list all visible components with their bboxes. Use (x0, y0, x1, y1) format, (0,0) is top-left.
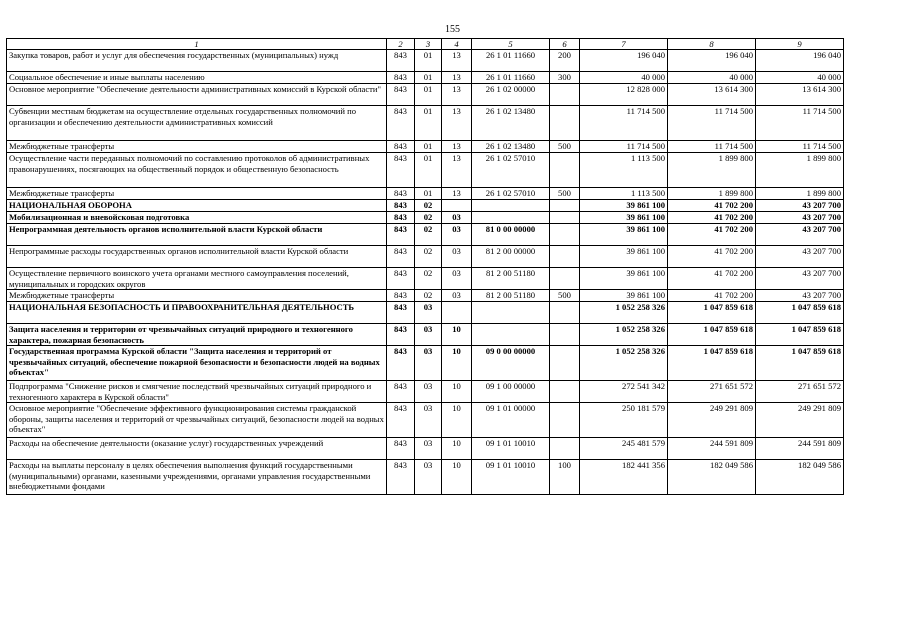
expense-type-cell (550, 200, 580, 212)
section-code-cell: 01 (415, 188, 442, 200)
column-header: 7 (580, 39, 668, 50)
target-article-cell (472, 212, 550, 224)
target-article-cell: 26 1 02 57010 (472, 188, 550, 200)
column-header: 4 (442, 39, 472, 50)
amount-year-3-cell: 43 207 700 (756, 268, 844, 290)
expense-name-cell: Непрограммная деятельность органов исполнительной власти Курской области (7, 224, 387, 246)
expense-type-cell: 500 (550, 188, 580, 200)
target-article-cell: 09 1 00 00000 (472, 381, 550, 403)
amount-year-3-cell: 182 049 586 (756, 460, 844, 495)
amount-year-1-cell: 1 113 500 (580, 153, 668, 188)
subsection-code-cell: 13 (442, 188, 472, 200)
expense-name-cell: Осуществление части переданных полномочий по составлению протоколов об административных правонарушениях, посягающих на общественный порядок и общественную безопасность (7, 153, 387, 188)
amount-year-3-cell: 43 207 700 (756, 212, 844, 224)
table-row (7, 72, 844, 84)
amount-year-3-cell: 43 207 700 (756, 224, 844, 246)
amount-year-2-cell: 249 291 809 (668, 403, 756, 438)
target-article-cell: 09 1 01 10010 (472, 438, 550, 460)
ministry-code-cell: 843 (387, 106, 415, 141)
target-article-cell: 09 1 01 00000 (472, 403, 550, 438)
amount-year-3-cell: 43 207 700 (756, 200, 844, 212)
subsection-code-cell: 10 (442, 381, 472, 403)
budget-table (6, 38, 844, 495)
ministry-code-cell: 843 (387, 268, 415, 290)
amount-year-2-cell: 41 702 200 (668, 246, 756, 268)
section-code-cell: 03 (415, 403, 442, 438)
subsection-code-cell: 13 (442, 106, 472, 141)
expense-type-cell (550, 346, 580, 381)
amount-year-2-cell: 182 049 586 (668, 460, 756, 495)
amount-year-1-cell: 196 040 (580, 50, 668, 72)
column-header: 3 (415, 39, 442, 50)
amount-year-3-cell: 1 899 800 (756, 188, 844, 200)
ministry-code-cell: 843 (387, 290, 415, 302)
expense-name-cell: Подпрограмма "Снижение рисков и смягчение последствий чрезвычайных ситуаций природного и техногенного характера в Курской области" (7, 381, 387, 403)
section-code-cell: 02 (415, 212, 442, 224)
expense-type-cell: 300 (550, 72, 580, 84)
target-article-cell: 26 1 01 11660 (472, 50, 550, 72)
amount-year-2-cell: 244 591 809 (668, 438, 756, 460)
section-code-cell: 01 (415, 153, 442, 188)
amount-year-2-cell: 1 047 859 618 (668, 346, 756, 381)
expense-type-cell (550, 302, 580, 324)
column-header: 9 (756, 39, 844, 50)
section-code-cell: 03 (415, 324, 442, 346)
expense-name-cell: Закупка товаров, работ и услуг для обеспечения государственных (муниципальных) нужд (7, 50, 387, 72)
section-code-cell: 03 (415, 460, 442, 495)
ministry-code-cell: 843 (387, 224, 415, 246)
amount-year-1-cell: 11 714 500 (580, 141, 668, 153)
ministry-code-cell: 843 (387, 324, 415, 346)
amount-year-1-cell: 12 828 000 (580, 84, 668, 106)
subsection-code-cell (442, 200, 472, 212)
amount-year-1-cell: 182 441 356 (580, 460, 668, 495)
amount-year-1-cell: 250 181 579 (580, 403, 668, 438)
ministry-code-cell: 843 (387, 438, 415, 460)
amount-year-1-cell: 11 714 500 (580, 106, 668, 141)
expense-type-cell: 100 (550, 460, 580, 495)
expense-name-cell: НАЦИОНАЛЬНАЯ ОБОРОНА (7, 200, 387, 212)
amount-year-3-cell: 244 591 809 (756, 438, 844, 460)
subsection-code-cell: 10 (442, 438, 472, 460)
amount-year-2-cell: 11 714 500 (668, 141, 756, 153)
ministry-code-cell: 843 (387, 302, 415, 324)
amount-year-3-cell: 11 714 500 (756, 106, 844, 141)
amount-year-2-cell: 11 714 500 (668, 106, 756, 141)
expense-name-cell: Межбюджетные трансферты (7, 290, 387, 302)
section-code-cell: 02 (415, 224, 442, 246)
amount-year-3-cell: 43 207 700 (756, 246, 844, 268)
table-row (7, 290, 844, 302)
table-row (7, 188, 844, 200)
table-row (7, 224, 844, 246)
table-row (7, 246, 844, 268)
expense-name-cell: Расходы на обеспечение деятельности (оказание услуг) государственных учреждений (7, 438, 387, 460)
section-code-cell: 03 (415, 438, 442, 460)
ministry-code-cell: 843 (387, 84, 415, 106)
subsection-code-cell: 10 (442, 346, 472, 381)
amount-year-2-cell: 41 702 200 (668, 290, 756, 302)
amount-year-2-cell: 1 047 859 618 (668, 302, 756, 324)
subsection-code-cell: 03 (442, 290, 472, 302)
subsection-code-cell: 10 (442, 460, 472, 495)
target-article-cell: 81 2 00 51180 (472, 290, 550, 302)
target-article-cell: 26 1 02 57010 (472, 153, 550, 188)
section-code-cell: 02 (415, 268, 442, 290)
table-row (7, 200, 844, 212)
section-code-cell: 03 (415, 346, 442, 381)
expense-name-cell: Субвенции местным бюджетам на осуществление отдельных государственных полномочий по организации и обеспечению деятельности административных комиссий (7, 106, 387, 141)
target-article-cell: 81 0 00 00000 (472, 224, 550, 246)
amount-year-1-cell: 1 113 500 (580, 188, 668, 200)
expense-name-cell: Основное мероприятие "Обеспечение эффективного функционирования системы гражданской обороны, защиты населения и территорий от чрезвычайных ситуаций, безопасности людей на водных объектах" (7, 403, 387, 438)
ministry-code-cell: 843 (387, 246, 415, 268)
target-article-cell: 81 2 00 51180 (472, 268, 550, 290)
amount-year-3-cell: 1 047 859 618 (756, 302, 844, 324)
ministry-code-cell: 843 (387, 212, 415, 224)
table-row (7, 268, 844, 290)
table-row (7, 403, 844, 438)
subsection-code-cell: 13 (442, 72, 472, 84)
expense-type-cell (550, 324, 580, 346)
subsection-code-cell: 13 (442, 50, 472, 72)
expense-name-cell: Осуществление первичного воинского учета органами местного самоуправления поселений, муниципальных и городских округов (7, 268, 387, 290)
ministry-code-cell: 843 (387, 141, 415, 153)
column-header: 2 (387, 39, 415, 50)
ministry-code-cell: 843 (387, 153, 415, 188)
amount-year-3-cell: 196 040 (756, 50, 844, 72)
amount-year-1-cell: 39 861 100 (580, 246, 668, 268)
expense-type-cell (550, 246, 580, 268)
target-article-cell: 81 2 00 00000 (472, 246, 550, 268)
expense-name-cell: Расходы на выплаты персоналу в целях обеспечения выполнения функций государственными (муниципальными) органами, казенными учреждениями, органами управления государственными внебюджетными фондами (7, 460, 387, 495)
table-row (7, 302, 844, 324)
target-article-cell: 09 0 00 00000 (472, 346, 550, 381)
expense-type-cell (550, 106, 580, 141)
amount-year-2-cell: 41 702 200 (668, 224, 756, 246)
amount-year-1-cell: 39 861 100 (580, 200, 668, 212)
amount-year-3-cell: 1 047 859 618 (756, 346, 844, 381)
table-row (7, 141, 844, 153)
amount-year-2-cell: 41 702 200 (668, 268, 756, 290)
expense-name-cell: Защита населения и территории от чрезвычайных ситуаций природного и техногенного характера, пожарная безопасность (7, 324, 387, 346)
expense-type-cell: 500 (550, 290, 580, 302)
ministry-code-cell: 843 (387, 188, 415, 200)
subsection-code-cell: 13 (442, 141, 472, 153)
section-code-cell: 02 (415, 246, 442, 268)
amount-year-1-cell: 39 861 100 (580, 268, 668, 290)
expense-name-cell: Социальное обеспечение и иные выплаты населению (7, 72, 387, 84)
target-article-cell: 26 1 02 00000 (472, 84, 550, 106)
amount-year-3-cell: 1 047 859 618 (756, 324, 844, 346)
column-header-row (7, 39, 844, 50)
subsection-code-cell: 03 (442, 224, 472, 246)
subsection-code-cell: 03 (442, 246, 472, 268)
section-code-cell: 01 (415, 50, 442, 72)
target-article-cell: 26 1 02 13480 (472, 141, 550, 153)
table-row (7, 438, 844, 460)
amount-year-1-cell: 245 481 579 (580, 438, 668, 460)
expense-type-cell (550, 438, 580, 460)
section-code-cell: 03 (415, 381, 442, 403)
amount-year-3-cell: 271 651 572 (756, 381, 844, 403)
target-article-cell (472, 200, 550, 212)
ministry-code-cell: 843 (387, 72, 415, 84)
amount-year-2-cell: 1 899 800 (668, 153, 756, 188)
expense-type-cell (550, 84, 580, 106)
table-row (7, 346, 844, 381)
target-article-cell: 26 1 01 11660 (472, 72, 550, 84)
section-code-cell: 01 (415, 106, 442, 141)
amount-year-2-cell: 13 614 300 (668, 84, 756, 106)
expense-type-cell (550, 403, 580, 438)
target-article-cell (472, 302, 550, 324)
amount-year-2-cell: 196 040 (668, 50, 756, 72)
expense-name-cell: Непрограммные расходы государственных органов исполнительной власти Курской области (7, 246, 387, 268)
amount-year-2-cell: 1 047 859 618 (668, 324, 756, 346)
page-number: 155 (445, 24, 460, 35)
section-code-cell: 02 (415, 200, 442, 212)
amount-year-1-cell: 1 052 258 326 (580, 302, 668, 324)
subsection-code-cell: 03 (442, 212, 472, 224)
expense-type-cell (550, 153, 580, 188)
table-row (7, 84, 844, 106)
expense-type-cell: 200 (550, 50, 580, 72)
section-code-cell: 01 (415, 84, 442, 106)
amount-year-2-cell: 41 702 200 (668, 212, 756, 224)
target-article-cell: 09 1 01 10010 (472, 460, 550, 495)
subsection-code-cell: 13 (442, 153, 472, 188)
expense-type-cell (550, 381, 580, 403)
table-row (7, 212, 844, 224)
column-header: 1 (7, 39, 387, 50)
amount-year-1-cell: 1 052 258 326 (580, 346, 668, 381)
table-row (7, 381, 844, 403)
subsection-code-cell: 03 (442, 268, 472, 290)
amount-year-1-cell: 39 861 100 (580, 212, 668, 224)
ministry-code-cell: 843 (387, 50, 415, 72)
amount-year-1-cell: 1 052 258 326 (580, 324, 668, 346)
amount-year-1-cell: 39 861 100 (580, 224, 668, 246)
amount-year-2-cell: 271 651 572 (668, 381, 756, 403)
amount-year-3-cell: 11 714 500 (756, 141, 844, 153)
amount-year-3-cell: 1 899 800 (756, 153, 844, 188)
expense-type-cell (550, 268, 580, 290)
expense-name-cell: Основное мероприятие "Обеспечение деятельности административных комиссий в Курской области" (7, 84, 387, 106)
expense-name-cell: Межбюджетные трансферты (7, 188, 387, 200)
section-code-cell: 03 (415, 302, 442, 324)
ministry-code-cell: 843 (387, 460, 415, 495)
amount-year-3-cell: 43 207 700 (756, 290, 844, 302)
table-row (7, 324, 844, 346)
amount-year-3-cell: 249 291 809 (756, 403, 844, 438)
amount-year-1-cell: 272 541 342 (580, 381, 668, 403)
table-row (7, 153, 844, 188)
expense-type-cell (550, 212, 580, 224)
section-code-cell: 01 (415, 72, 442, 84)
amount-year-2-cell: 41 702 200 (668, 200, 756, 212)
expense-name-cell: НАЦИОНАЛЬНАЯ БЕЗОПАСНОСТЬ И ПРАВООХРАНИТЕЛЬНАЯ ДЕЯТЕЛЬНОСТЬ (7, 302, 387, 324)
table-row (7, 50, 844, 72)
expense-name-cell: Мобилизационная и вневойсковая подготовка (7, 212, 387, 224)
amount-year-1-cell: 39 861 100 (580, 290, 668, 302)
table-row (7, 460, 844, 495)
expense-type-cell (550, 224, 580, 246)
amount-year-3-cell: 40 000 (756, 72, 844, 84)
target-article-cell (472, 324, 550, 346)
amount-year-1-cell: 40 000 (580, 72, 668, 84)
ministry-code-cell: 843 (387, 381, 415, 403)
column-header: 6 (550, 39, 580, 50)
section-code-cell: 01 (415, 141, 442, 153)
column-header: 5 (472, 39, 550, 50)
amount-year-2-cell: 1 899 800 (668, 188, 756, 200)
subsection-code-cell: 10 (442, 403, 472, 438)
target-article-cell: 26 1 02 13480 (472, 106, 550, 141)
ministry-code-cell: 843 (387, 403, 415, 438)
table-row (7, 106, 844, 141)
expense-type-cell: 500 (550, 141, 580, 153)
ministry-code-cell: 843 (387, 346, 415, 381)
expense-name-cell: Государственная программа Курской области "Защита населения и территорий от чрезвычайных ситуаций, обеспечение пожарной безопасности и безопасности людей на водных объектах" (7, 346, 387, 381)
column-header: 8 (668, 39, 756, 50)
subsection-code-cell (442, 302, 472, 324)
amount-year-2-cell: 40 000 (668, 72, 756, 84)
ministry-code-cell: 843 (387, 200, 415, 212)
subsection-code-cell: 10 (442, 324, 472, 346)
expense-name-cell: Межбюджетные трансферты (7, 141, 387, 153)
subsection-code-cell: 13 (442, 84, 472, 106)
section-code-cell: 02 (415, 290, 442, 302)
amount-year-3-cell: 13 614 300 (756, 84, 844, 106)
